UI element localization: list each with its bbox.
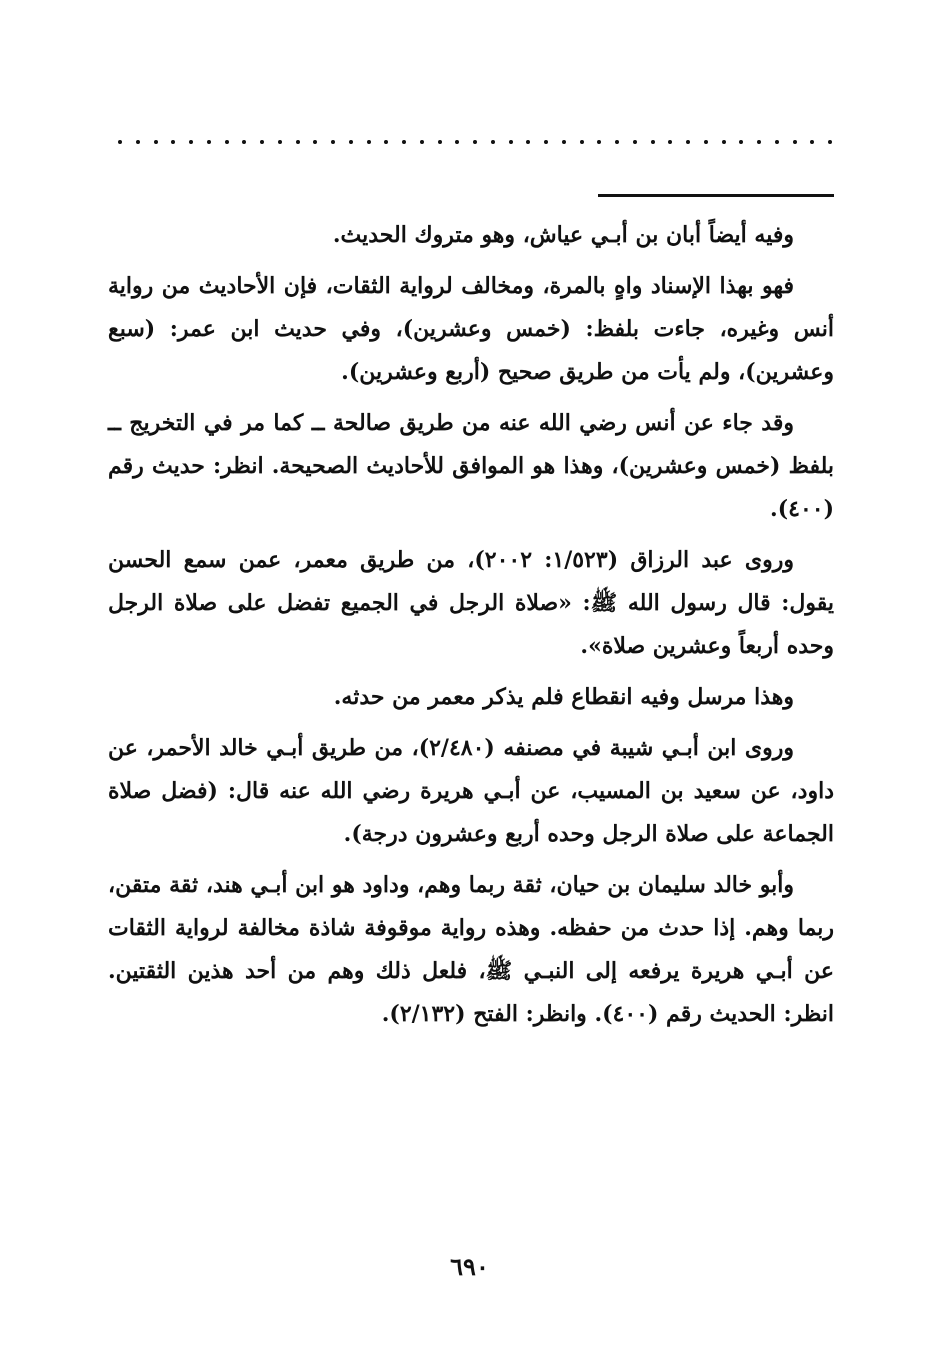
separator-dot: [349, 140, 353, 144]
separator-dot: [651, 140, 655, 144]
separator-dot: [207, 140, 211, 144]
separator-dot: [775, 140, 779, 144]
separator-dot: [313, 140, 317, 144]
footnote-paragraph-4: وروى عبد الرزاق (١/٥٢٣: ٢٠٠٢)، من طريق معمر، عمن سمع الحسن يقول: قال رسول الله ﷺ: «صلاة الرجل في الجميع تفضل على صلاة الرجل وحده أربعاً وعشرين صلاة».: [108, 547, 834, 659]
separator-dot: [278, 140, 282, 144]
separator-dot: [296, 140, 300, 144]
separator-dot: [242, 140, 246, 144]
separator-dot: [118, 140, 122, 144]
separator-dot: [810, 140, 814, 144]
separator-dot: [704, 140, 708, 144]
page-number: ٦٩٠: [450, 1252, 489, 1281]
separator-dot: [686, 140, 690, 144]
separator-dot: [544, 140, 548, 144]
separator-dot: [509, 140, 513, 144]
separator-dot: [438, 140, 442, 144]
footnote-paragraph-3: وقد جاء عن أنس رضي الله عنه من طريق صالحة ــ كما مر في التخريج ــ بلفظ (خمس وعشرين)، وهذا هو الموافق للأحاديث الصحيحة. انظر: حديث رقم (٤٠٠).: [108, 410, 834, 522]
footnote-paragraph-7: وأبو خالد سليمان بن حيان، ثقة ربما وهم، وداود هو ابن أبـي هند، ثقة متقن، ربما وهم. إذا حدث من حفظه. وهذه رواية موقوفة شاذة مخالفة لرواية الثقات عن أبـي هريرة يرفعه إلى النبـي ﷺ، فلعل ذلك وهم من أحد هذين الثقتين. انظر: الحديث رقم (٤٠٠). وانظر: الفتح (٢/١٣٢).: [108, 872, 834, 1027]
separator-dot: [420, 140, 424, 144]
footnote-paragraph-2: فهو بهذا الإسناد واهٍ بالمرة، ومخالف لرواية الثقات، فإن الأحاديث من رواية أنس وغيره، جاءت بلفظ: (خمس وعشرين)، وفي حديث ابن عمر: (سبع وعشرين)، ولم يأت من طريق صحيح (أربع وعشرين).: [108, 273, 834, 385]
separator-dot: [171, 140, 175, 144]
separator-dot: [260, 140, 264, 144]
separator-dot: [384, 140, 388, 144]
separator-dot: [331, 140, 335, 144]
footnote-paragraph-1: وفيه أيضاً أبان بن أبـي عياش، وهو متروك الحديث.: [332, 222, 794, 248]
dotted-separator: [118, 136, 832, 148]
separator-dot: [473, 140, 477, 144]
separator-dot: [828, 140, 832, 144]
separator-dot: [668, 140, 672, 144]
separator-dot: [633, 140, 637, 144]
separator-dot: [597, 140, 601, 144]
footnote-paragraph-5: وهذا مرسل وفيه انقطاع فلم يذكر معمر من حدثه.: [333, 684, 794, 710]
separator-dot: [615, 140, 619, 144]
separator-dot: [136, 140, 140, 144]
footnote-paragraph-6: وروى ابن أبـي شيبة في مصنفه (٢/٤٨٠)، من طريق أبـي خالد الأحمر، عن داود، عن سعيد بن المسيب، عن أبـي هريرة رضي الله عنه قال: (فضل صلاة الجماعة على صلاة الرجل وحده أربع وعشرون درجة).: [108, 735, 834, 847]
separator-dot: [491, 140, 495, 144]
separator-dot: [225, 140, 229, 144]
separator-dot: [722, 140, 726, 144]
separator-dot: [580, 140, 584, 144]
separator-dot: [455, 140, 459, 144]
separator-dot: [757, 140, 761, 144]
separator-dot: [189, 140, 193, 144]
separator-dot: [526, 140, 530, 144]
footnote-rule: [598, 194, 834, 197]
separator-dot: [367, 140, 371, 144]
separator-dot: [154, 140, 158, 144]
separator-dot: [739, 140, 743, 144]
footnote-body: [108, 214, 834, 1044]
separator-dot: [562, 140, 566, 144]
separator-dot: [402, 140, 406, 144]
separator-dot: [793, 140, 797, 144]
